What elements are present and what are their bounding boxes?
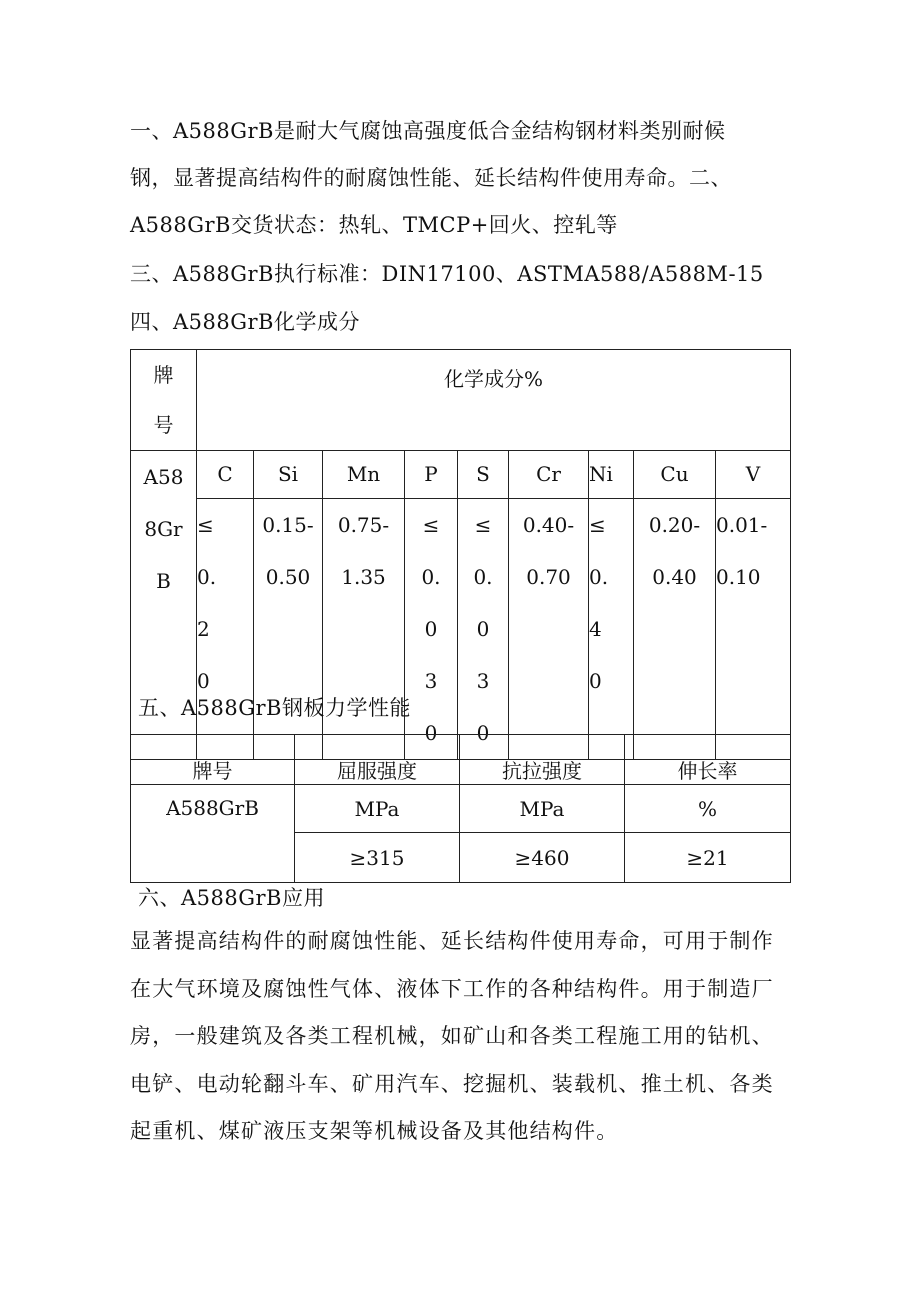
unit-yield: MPa <box>295 785 460 833</box>
mech-grade-cell: A588GrB <box>131 785 295 883</box>
element-si: Si <box>254 451 323 499</box>
value-yield: ≥315 <box>295 833 460 883</box>
value-cu: 0.20-0.40 <box>634 499 716 760</box>
value-si: 0.15-0.50 <box>254 499 323 760</box>
header-grade: 牌号 <box>131 735 295 785</box>
header-elongation: 伸长率 <box>625 735 791 785</box>
element-v: V <box>716 451 791 499</box>
intro-line-4: 三、A588GrB执行标准：DIN17100、ASTMA588/A588M-15 <box>130 262 764 286</box>
element-cu: Cu <box>634 451 716 499</box>
element-p: P <box>405 451 458 499</box>
value-cr: 0.40-0.70 <box>509 499 589 760</box>
section-5-title: 五、A588GrB钢板力学性能 <box>138 696 411 720</box>
grade-header-cell <box>131 350 197 451</box>
value-c: ≤0.20 <box>197 499 254 760</box>
element-ni: Ni <box>589 451 634 499</box>
intro-line-2: 钢，显著提高结构件的耐腐蚀性能、延长结构件使用寿命。二、 <box>130 166 732 190</box>
grade-header: 牌号 <box>153 363 174 437</box>
composition-header: 化学成分% <box>197 350 791 451</box>
grade-value: A588GrB <box>143 465 184 593</box>
value-v: 0.01-0.10 <box>716 499 791 760</box>
value-ni: ≤0.40 <box>589 499 634 760</box>
unit-tensile: MPa <box>460 785 625 833</box>
header-tensile-strength: 抗拉强度 <box>460 735 625 785</box>
value-elongation: ≥21 <box>625 833 791 883</box>
value-mn: 0.75-1.35 <box>323 499 405 760</box>
intro-line-1: 一、A588GrB是耐大气腐蚀高强度低合金结构钢材料类别耐候 <box>130 119 726 143</box>
mechanical-properties-table <box>130 734 791 883</box>
value-tensile: ≥460 <box>460 833 625 883</box>
value-s: ≤0.030 <box>458 499 509 760</box>
intro-line-3: A588GrB交货状态：热轧、TMCP+回火、控轧等 <box>130 213 618 237</box>
unit-elongation: % <box>625 785 791 833</box>
element-c: C <box>197 451 254 499</box>
application-paragraph: 显著提高结构件的耐腐蚀性能、延长结构件使用寿命，可用于制作在大气环境及腐蚀性气体、液体下工作的各种结构件。用于制造厂房，一般建筑及各类工程机械，如矿山和各类工程施工用的钻机、电铲、电动轮翻斗车、矿用汽车、挖掘机、装载机、推土机、各类起重机、煤矿液压支架等机械设备及其他结构件。 <box>130 929 774 1143</box>
intro-line-5: 四、A588GrB化学成分 <box>130 310 360 334</box>
value-p: ≤0.030 <box>405 499 458 760</box>
section-6-title: 六、A588GrB应用 <box>138 886 325 910</box>
header-yield-strength: 屈服强度 <box>295 735 460 785</box>
element-mn: Mn <box>323 451 405 499</box>
element-s: S <box>458 451 509 499</box>
element-cr: Cr <box>509 451 589 499</box>
